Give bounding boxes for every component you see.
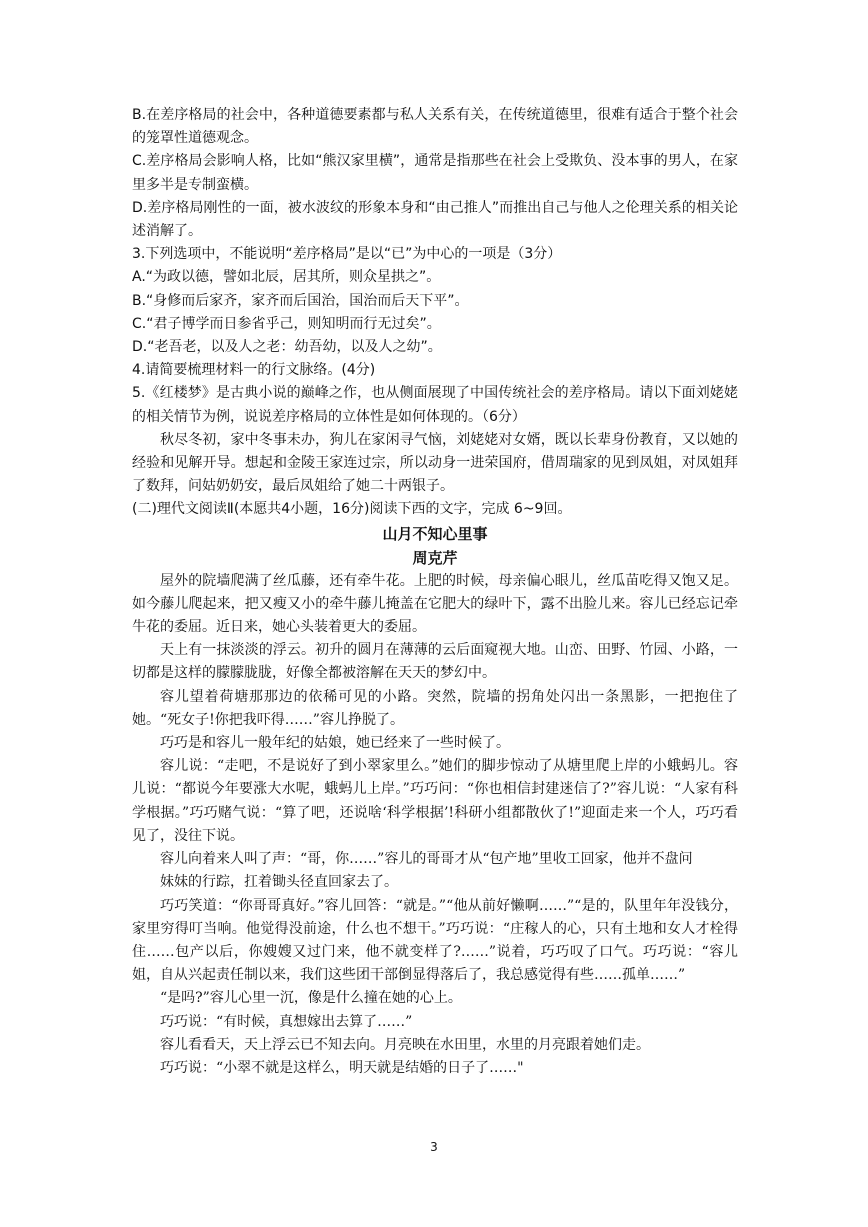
story-paragraph: 巧巧笑道：“你哥哥真好。”容儿回答：“就是。”“他从前好懒啊……”“是的，队里年年没钱分，家里穷得叮当响。他觉得没前途，什么也不想干。”巧巧说：“庄稼人的心，只有土地和女人才栓得住……包产以后，你嫂嫂又过门来，他不就变样了?……”说着，巧巧叹了口气。巧巧说：“容儿姐，自从兴起责任制以来，我们这些团干部倒显得落后了，我总感觉得有些……孤单……”	[132, 897, 738, 984]
story-paragraph: 巧巧说：“小翠不就是这样么，明天就是结婚的日子了……"	[160, 1059, 524, 1076]
q3-option-b: B.“身修而后家齐，家齐而后国治，国治而后天下平”。	[132, 292, 469, 309]
q3-option-a: A.“为政以德，譬如北辰，居其所，则众星拱之”。	[132, 269, 441, 286]
story-author: 周克芹	[412, 548, 458, 567]
q2-option-d: D.差序格局刚性的一面，被水波纹的形象本身和“由己推人”而推出自己与他人之伦理关系的相关论述消解了。	[132, 199, 738, 240]
story-paragraph: 巧巧说：“有时候，真想嫁出去算了……”	[160, 1013, 413, 1030]
story-paragraph: 容儿说：“走吧，不是说好了到小翠家里么。”她们的脚步惊动了从塘里爬上岸的小蛾蚂儿。容儿说：“都说今年要涨大水呢，蛾蚂儿上岸。”巧巧问：“你也相信封建迷信了?”容儿说：“人家有科学根据。”巧巧赌气说：“算了吧，还说啥‘科学根据’!科研小组都散伙了!”迎面走来一个人，巧巧看见了，没往下说。	[132, 758, 738, 844]
section-heading: (二)理代文阅读Ⅱ(本愿共4小题，16分)阅读下西的文字，完成 6~9回。	[132, 501, 572, 518]
page-number: 3	[430, 1140, 438, 1154]
q5-stem: 5.《红楼梦》是古典小说的巅峰之作，也从侧面展现了中国传统社会的差序格局。请以下面刘姥姥的相关情节为例，说说差序格局的立体性是如何体现的。（6分）	[132, 385, 738, 425]
story-paragraph: 巧巧是和容儿一般年纪的姑娘，她已经来了一些时候了。	[160, 735, 510, 752]
story-paragraph: 天上有一抹淡淡的浮云。初升的圆月在薄薄的云后面窥视大地。山峦、田野、竹园、小路，一切都是这样的朦朦胧胧，好像全都被溶解在天天的梦幻中。	[132, 642, 738, 682]
q5-material: 秋尽冬初，家中冬事未办，狗儿在家闲寻气恼，刘姥姥对女婿，既以长辈身份教育，又以她的经验和见解开导。想起和金陵王家连过宗，所以动身一进荣国府，借周瑞家的见到凤姐，对凤姐拜了数拜，问姑奶奶安，最后凤姐给了她二十两银子。	[132, 431, 738, 495]
q3-stem: 3.下列选项中，不能说明“差序格局”是以“已”为中心的一项是（3分）	[132, 246, 562, 263]
story-paragraph: 屋外的院墙爬满了丝瓜藤，还有牵牛花。上肥的时候，母亲偏心眼儿，丝瓜苗吃得又饱又足。如今藤儿爬起来，把又瘦又小的牵牛藤儿掩盖在它肥大的绿叶下，露不出脸儿来。容儿已经忘记牵牛花的委屈。近日来，她心头装着更大的委屈。	[132, 572, 738, 636]
page-content	[132, 104, 738, 1080]
story-paragraph: 妹妹的行踪，扛着锄头径直回家去了。	[160, 874, 398, 891]
q2-option-c: C.差序格局会影响人格，比如“熊汉家里横”，通常是指那些在社会上受欺负、没本事的男人，在家里多半是专制蛮横。	[132, 153, 738, 193]
q3-option-c: C.“君子博学而日参省乎己，则知明而行无过矣”。	[132, 315, 441, 332]
q3-option-d: D.“老吾老，以及人之老：幼吾幼，以及人之幼”。	[132, 339, 442, 356]
story-paragraph: 容儿向着来人叫了声：“哥，你……”容儿的哥哥才从“包产地”里收工回家，他并不盘问	[160, 851, 693, 868]
story-paragraph: “是吗?”容儿心里一沉，像是什么撞在她的心上。	[160, 990, 462, 1007]
q4-stem: 4.请简要梳理材料一的行文脉络。(4分)	[132, 362, 376, 379]
story-paragraph: 容儿看看天，天上浮云已不知去向。月亮映在水田里，水里的月亮跟着她们走。	[160, 1036, 650, 1053]
story-paragraph: 容儿望着荷塘那那边的依稀可见的小路。突然，院墙的拐角处闪出一条黑影，一把抱住了她。“死女子!你把我吓得……”容儿挣脱了。	[132, 688, 738, 728]
q2-option-b: B.在差序格局的社会中，各种道德要素都与私人关系有关，在传统道德里，很难有适合于整个社会的笼罩性道德观念。	[132, 107, 738, 147]
story-title: 山月不知心里事	[382, 524, 488, 543]
